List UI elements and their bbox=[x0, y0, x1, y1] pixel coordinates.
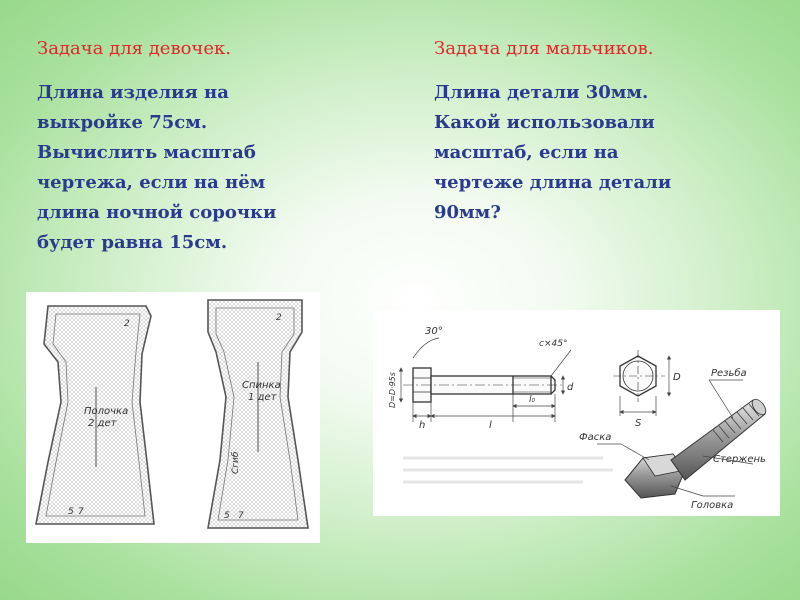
mark-7: 7 bbox=[78, 507, 84, 517]
back-label: Спинка bbox=[242, 380, 281, 391]
front-count: 2 дет bbox=[88, 418, 117, 429]
girls-task-line: выкройке 75см. bbox=[37, 112, 208, 133]
bolt-technical-drawing bbox=[373, 310, 780, 516]
dim-l-label: l bbox=[489, 420, 492, 431]
mark-2: 2 bbox=[276, 313, 282, 323]
thread-label: Резьба bbox=[711, 368, 747, 379]
boys-task-text bbox=[434, 78, 671, 228]
sewing-pattern-figure bbox=[26, 292, 320, 543]
fold-label: Сгиб bbox=[231, 451, 241, 474]
boys-task-line: чертеже длина детали bbox=[434, 172, 672, 193]
faded-text-lines bbox=[403, 458, 613, 482]
mark-5: 5 bbox=[68, 507, 74, 517]
chamfer-dim-label: c×45° bbox=[539, 339, 568, 349]
mark-2: 2 bbox=[124, 319, 130, 329]
boys-task-line: масштаб, если на bbox=[434, 142, 619, 163]
girls-task-heading: Задача для девочек. bbox=[37, 38, 231, 59]
sewing-pattern-drawing bbox=[26, 292, 320, 543]
head-label: Головка bbox=[691, 500, 734, 511]
mark-7: 7 bbox=[238, 511, 244, 521]
boys-task-line: 90мм? bbox=[434, 202, 501, 223]
dim-S-label: S bbox=[635, 418, 642, 429]
boys-task-line: Длина детали 30мм. bbox=[434, 82, 649, 103]
front-label: Полочка bbox=[84, 406, 129, 417]
girls-task-text bbox=[37, 78, 276, 258]
girls-task-line: длина ночной сорочки bbox=[37, 202, 277, 223]
head-dim-label: D=D·95s bbox=[388, 372, 397, 408]
girls-task-line: Вычислить масштаб bbox=[37, 142, 256, 163]
boys-task-heading: Задача для мальчиков. bbox=[434, 38, 654, 59]
chamfer-label: Фаска bbox=[579, 432, 612, 443]
bolt-side-view bbox=[403, 368, 565, 402]
dim-D-label: D bbox=[673, 372, 681, 383]
hex-end-view bbox=[613, 350, 665, 402]
dim-d-label: d bbox=[567, 382, 574, 393]
shank-label: Стержень bbox=[713, 454, 766, 465]
mark-5: 5 bbox=[224, 511, 230, 521]
bolt-drawing-figure bbox=[373, 310, 780, 516]
dim-h-label: h bbox=[419, 420, 426, 431]
boys-task-line: Какой использовали bbox=[434, 112, 655, 133]
girls-task-line: чертежа, если на нём bbox=[37, 172, 266, 193]
dim-l0-label: l₀ bbox=[529, 395, 536, 405]
girls-task-line: Длина изделия на bbox=[37, 82, 229, 103]
angle-label: 30° bbox=[425, 326, 443, 337]
girls-task-line: будет равна 15см. bbox=[37, 232, 228, 253]
back-count: 1 дет bbox=[248, 392, 277, 403]
